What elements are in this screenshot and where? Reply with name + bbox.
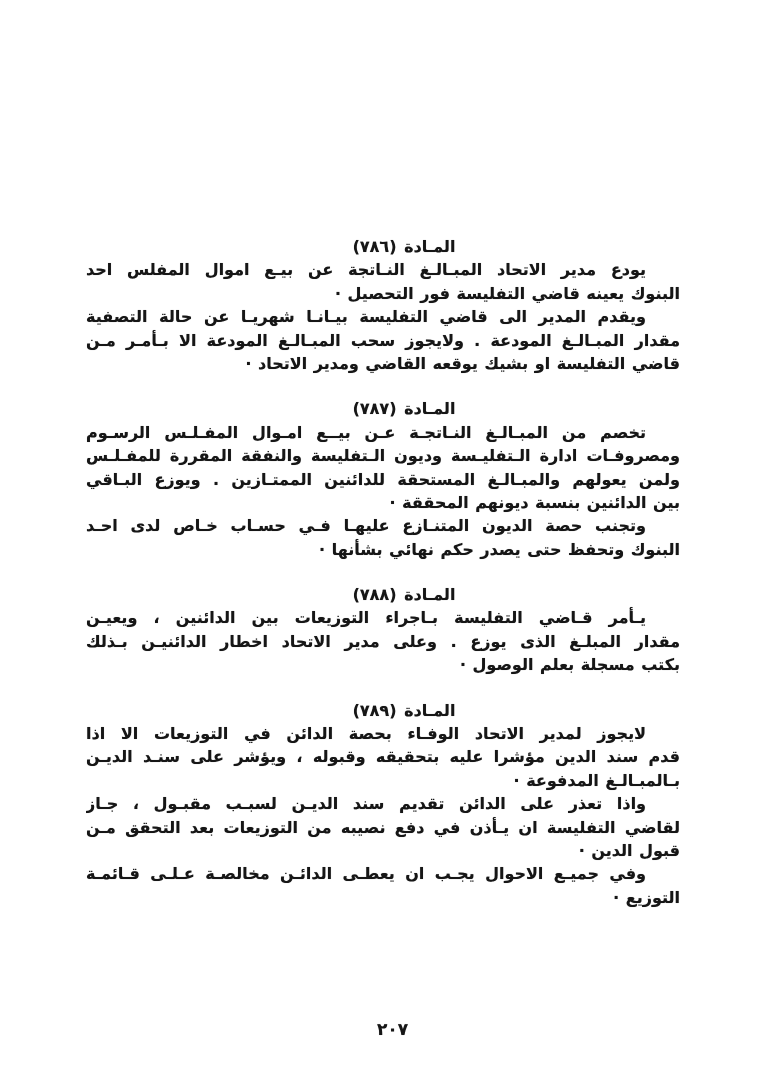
article-text-line: مقدار المبلـغ الذى يوزع . وعلى مدير الاتحاد اخطار الدائنيـن بـذلك xyxy=(86,631,680,651)
article-text-line: مقدار المبـالـغ المودعة . ولايجوز سحب المبـالـغ المودعة الا بـأمـر مـن xyxy=(86,330,680,350)
article-text-line: تخصم من المبـالـغ النـاتجـة عـن بيــع امـوال المفـلـس الرسـوم xyxy=(86,422,646,442)
article-text-line: يودع مدير الاتحاد المبـالـغ النـاتجة عن بيـع اموال المفلس احد xyxy=(86,260,646,280)
article-text-line: قدم سند الدين مؤشرا عليه بتحقيقه وقبوله ، ويؤشر على سنـد الديـن xyxy=(86,747,680,767)
article-text-line: قاضي التفليسة او بشيك يوقعه القاضي ومدير الاتحاد · xyxy=(245,353,680,373)
article-text-line: ولمن يعولهم والمبـالـغ المستحقة للدائنين الممتـازين . ويوزع البـاقي xyxy=(86,469,680,489)
articles-container xyxy=(86,235,680,909)
article-heading: المـادة (٧٨٦) xyxy=(352,237,456,256)
article-text-line: التوزيع · xyxy=(613,887,680,907)
article xyxy=(86,397,680,561)
article-text-line: قبول الدين · xyxy=(578,840,680,860)
article-text-line: يـأمر قـاضي التفليسة بـاجراء التوزيعات بين الدائنين ، ويعيـن xyxy=(86,608,646,628)
article-text-line: وتجنب حصة الديون المتنـازع عليهـا فـي حسـاب خـاص لدى احـد xyxy=(86,516,646,536)
article-text-line: واذا تعذر على الدائن تقديم سند الديـن لسبـب مقبـول ، جـاز xyxy=(86,794,646,814)
article-text-line: ومصروفـات ادارة الـتفليـسة وديون الـتفليسة والنفقة المقررة للمفـلـس xyxy=(86,446,680,466)
article-heading: المـادة (٧٨٩) xyxy=(352,700,456,720)
article xyxy=(86,583,680,677)
article xyxy=(86,699,680,910)
article-text-line: بـالمبـالـغ المدفوعة · xyxy=(513,770,680,790)
article-heading: المـادة (٧٨٨) xyxy=(352,585,456,605)
article-text-line: ويقدم المدير الى قاضي التفليسة بيـانـا شهريـا عن حالة التصفية xyxy=(86,307,646,327)
article-heading: المـادة (٧٨٧) xyxy=(352,399,456,419)
page-number: ٢٠٧ xyxy=(377,1020,409,1040)
article-text-line: بكتب مسجلة بعلم الوصول · xyxy=(459,655,680,675)
article xyxy=(86,235,680,375)
article-text-line: بين الدائنين بنسبة ديونهم المحققة · xyxy=(389,492,680,512)
article-text-line: البنوك وتحفظ حتى يصدر حكم نهائي بشأنها · xyxy=(319,539,680,559)
article-text-line: وفي جميـع الاحوال يجـب ان يعطـى الدائـن مخالصـة عـلـى قـائمـة xyxy=(86,864,646,884)
article-text-line: لايجوز لمدير الاتحاد الوفـاء بحصة الدائن في التوزيعات الا اذا xyxy=(86,724,646,744)
article-text-line: البنوك يعينه قاضي التفليسة فور التحصيل · xyxy=(334,283,680,303)
article-text-line: لقاضي التفليسة ان يـأذن في دفع نصيبه من التوزيعات بعد التحقق مـن xyxy=(86,817,680,837)
